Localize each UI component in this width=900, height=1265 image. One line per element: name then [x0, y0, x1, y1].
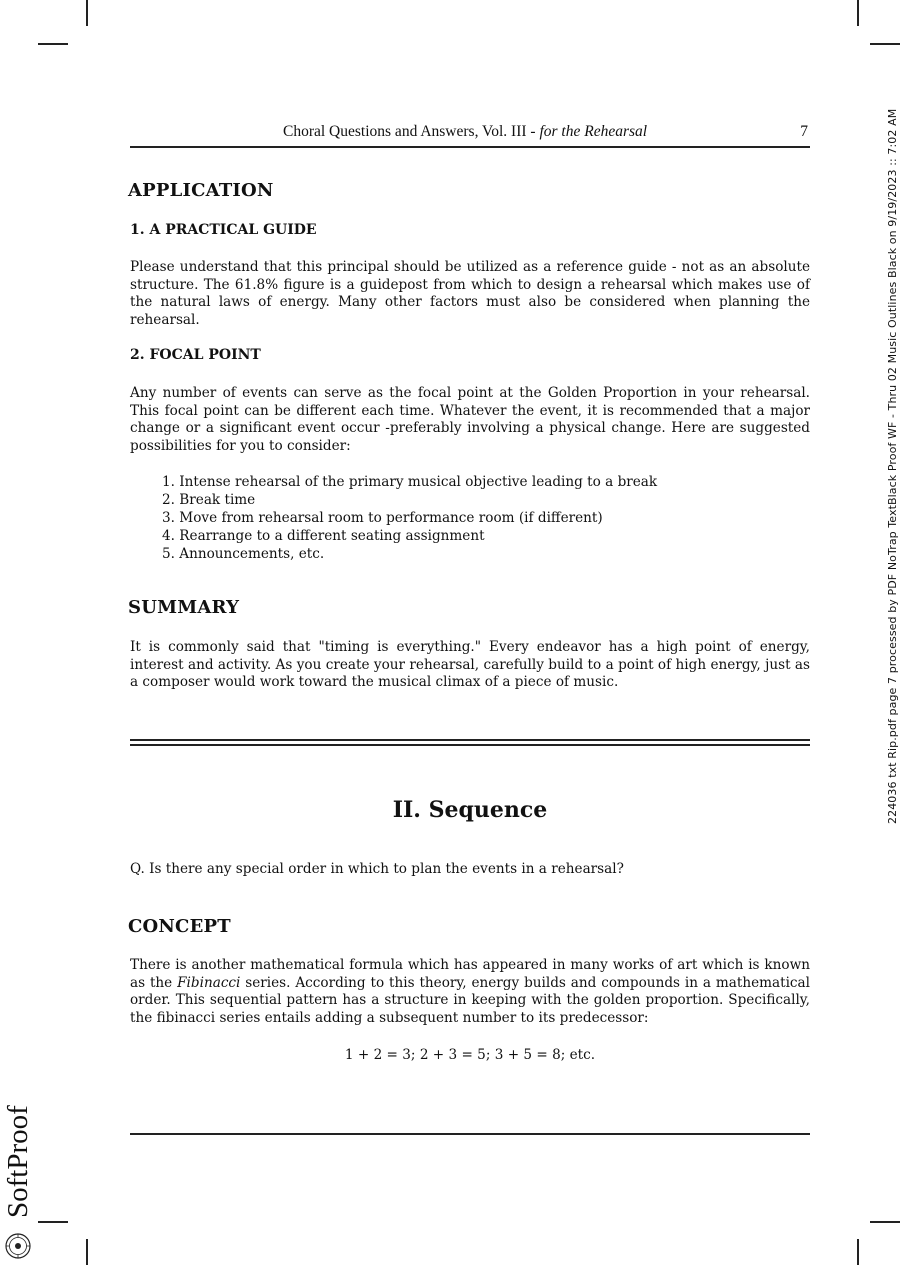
crop-mark-left-upper	[38, 43, 68, 45]
list-item: 3. Move from rehearsal room to performance room (if different)	[162, 510, 603, 526]
list-item: 2. Break time	[162, 492, 256, 508]
practical-guide-heading: 1. A PRACTICAL GUIDE	[130, 222, 317, 238]
concept-text-after: series. According to this theory, energy builds and compounds in a mathematical order. This sequential pattern has a structure in keeping with the golden proportion. Specifically, the fibinacci series entails adding a subsequent number to its predecessor:	[130, 974, 810, 1026]
running-head-title-italic: for the Rehearsal	[539, 123, 648, 140]
focal-point-heading: 2. FOCAL POINT	[130, 347, 261, 363]
concept-paragraph	[130, 957, 810, 1027]
crop-mark-left-lower	[38, 1221, 68, 1223]
running-head-title-text: Choral Questions and Answers, Vol. III -	[283, 123, 540, 140]
running-head	[130, 122, 810, 144]
softproof-label: SoftProof	[2, 1105, 34, 1218]
list-item: 4. Rearrange to a different seating assignment	[162, 528, 485, 544]
page-number: 7	[800, 123, 808, 140]
practical-guide-paragraph: Please understand that this principal should be utilized as a reference guide - not as an absolute structure. The 61.8% figure is a guidepost from which to design a rehearsal which makes use of the natural laws of energy. Many other factors must also be considered when planning the rehearsal.	[130, 259, 810, 328]
section-title: II. Sequence	[392, 797, 548, 823]
focal-point-paragraph: Any number of events can serve as the focal point at the Golden Proportion in your rehearsal. This focal point can be different each time. Whatever the event, it is recommended that a major change or a significant event occur -preferably involving a physical change. Here are suggested possibilities for you to consider:	[130, 385, 810, 454]
softproof-seal-icon	[5, 1233, 31, 1259]
application-heading: APPLICATION	[128, 180, 274, 201]
crop-mark-bottom-right	[857, 1239, 859, 1265]
sequence-question: Q. Is there any special order in which to plan the events in a rehearsal?	[130, 861, 624, 877]
crop-mark-top-right	[857, 0, 859, 26]
proof-slug-text: 224036 txt Rip.pdf page 7 processed by PDF NoTrap TextBlack Proof WF - Thru 02 Music Outlines Black on 9/19/2023 :: 7:02 AM	[886, 108, 899, 824]
list-item: 5. Announcements, etc.	[162, 546, 325, 562]
section-divider	[130, 739, 810, 746]
concept-text-before: There is another mathematical formula which has appeared in many works of art which is known as the	[130, 957, 810, 991]
concept-text-italic: Fibinacci	[177, 974, 241, 991]
running-head-title	[283, 123, 647, 141]
proof-slug	[887, 16, 899, 824]
header-rule	[130, 146, 810, 148]
list-item: 1. Intense rehearsal of the primary musical objective leading to a break	[162, 474, 658, 490]
concept-heading: CONCEPT	[128, 916, 231, 937]
crop-mark-right-lower	[870, 1221, 900, 1223]
crop-mark-top-left	[86, 0, 88, 26]
summary-heading: SUMMARY	[128, 597, 240, 618]
fibonacci-equation: 1 + 2 = 3; 2 + 3 = 5; 3 + 5 = 8; etc.	[344, 1047, 596, 1063]
focal-point-list	[162, 473, 657, 563]
summary-paragraph: It is commonly said that "timing is everything." Every endeavor has a high point of energy, interest and activity. As you create your rehearsal, carefully build to a point of high energy, just as a composer would work toward the musical climax of a piece of music.	[130, 639, 810, 690]
softproof-logo	[2, 1105, 35, 1265]
crop-mark-bottom-left	[86, 1239, 88, 1265]
footer-rule	[130, 1133, 810, 1135]
